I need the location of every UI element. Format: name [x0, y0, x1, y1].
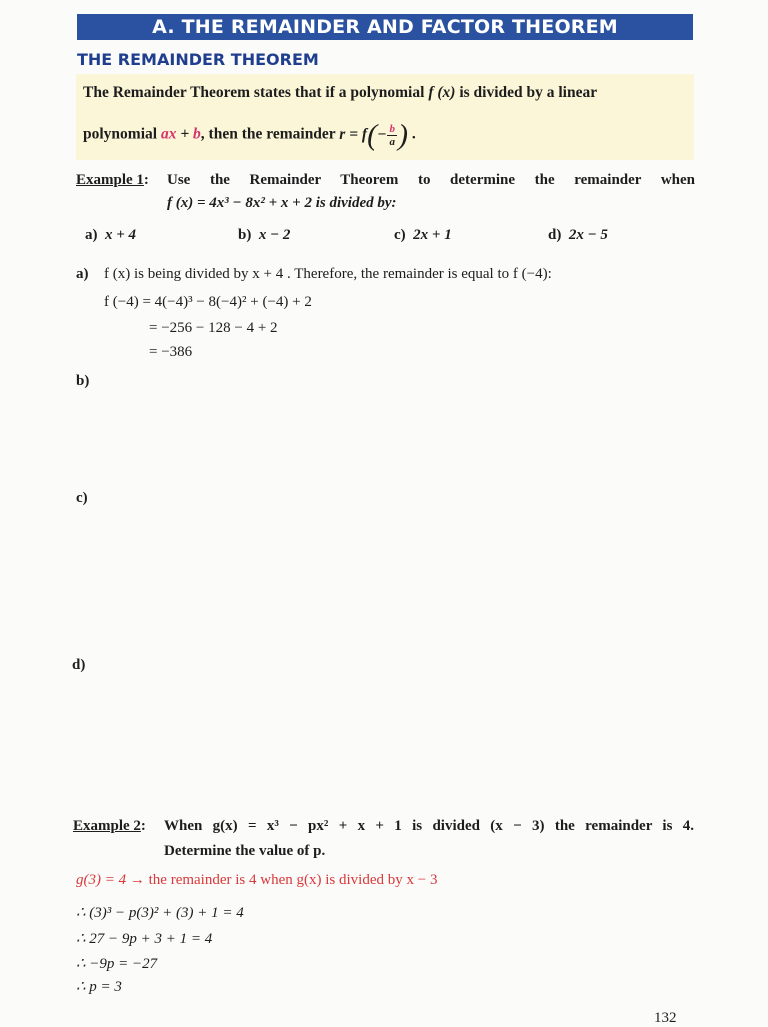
fraction-b-over-a: $\frac{b}{a}$	[389, 122, 395, 148]
example2-label: Example 2	[73, 818, 141, 834]
solution-a-step-3: = −386	[149, 344, 193, 360]
example2-step-2: ∴ 27 − 9p + 3 + 1 = 4	[76, 931, 213, 947]
part-c-label: c)	[76, 490, 88, 506]
example1-label: Example 1	[76, 172, 144, 188]
example2-step-1: ∴ (3)³ − p(3)² + (3) + 1 = 4	[76, 905, 244, 921]
theorem-text-tail: is divided by a linear	[459, 84, 598, 101]
example2-statement-2: Determine the value of p.	[164, 843, 326, 859]
section-banner: A. THE REMAINDER AND FACTOR THEOREM	[77, 14, 693, 40]
part-b-label: b)	[76, 373, 90, 389]
option-c: c) 2x + 1	[394, 227, 452, 243]
theorem-function: f (x)	[428, 84, 456, 101]
solution-a-step-1: f (−4) = 4(−4)³ − 8(−4)² + (−4) + 2	[104, 294, 312, 310]
theorem-mid: , then the remainder	[200, 125, 336, 143]
example2-step-3: ∴ −9p = −27	[76, 956, 158, 972]
example1-function: f (x) = 4x³ − 8x² + x + 2 is divided by:	[167, 195, 397, 211]
example2-step-4: ∴ p = 3	[76, 979, 122, 995]
example2-statement: When g(x) = x³ − px² + x + 1 is divided (x − 3) the remainder is 4.	[164, 818, 694, 834]
option-b: b) x − 2	[238, 227, 291, 243]
part-d-label: d)	[72, 657, 86, 673]
remainder-formula: r = f(− $\frac{b}{a}$ )	[339, 118, 408, 151]
example1-statement: Use the Remainder Theorem to determine the remainder when	[167, 172, 695, 188]
example1-heading: Example 1:	[76, 172, 149, 188]
theorem-text: The Remainder Theorem states that if a polynomial	[83, 84, 425, 101]
option-a: a) x + 4	[85, 227, 137, 243]
section-subheading: THE REMAINDER THEOREM	[77, 50, 319, 69]
page-number: 132	[654, 1010, 677, 1026]
theorem-line-1	[83, 84, 597, 102]
theorem-polynomial-label: polynomial	[83, 125, 158, 143]
option-d: d) 2x − 5	[548, 227, 608, 243]
solution-a-step-2: = −256 − 128 − 4 + 2	[149, 320, 278, 336]
example2-note: g(3) = 4 → the remainder is 4 when g(x) is divided by x − 3	[76, 872, 438, 888]
solution-a-text: f (x) is being divided by x + 4 . Therefore, the remainder is equal to f (−4):	[104, 266, 552, 282]
solution-a-label: a)	[76, 266, 89, 282]
example2-heading: Example 2:	[73, 818, 146, 834]
theorem-line-2: polynomial ax + b, then the remainder r = f(− $\frac{b}{a}$ ) .	[83, 118, 416, 151]
linear-polynomial: ax + b	[160, 125, 201, 143]
